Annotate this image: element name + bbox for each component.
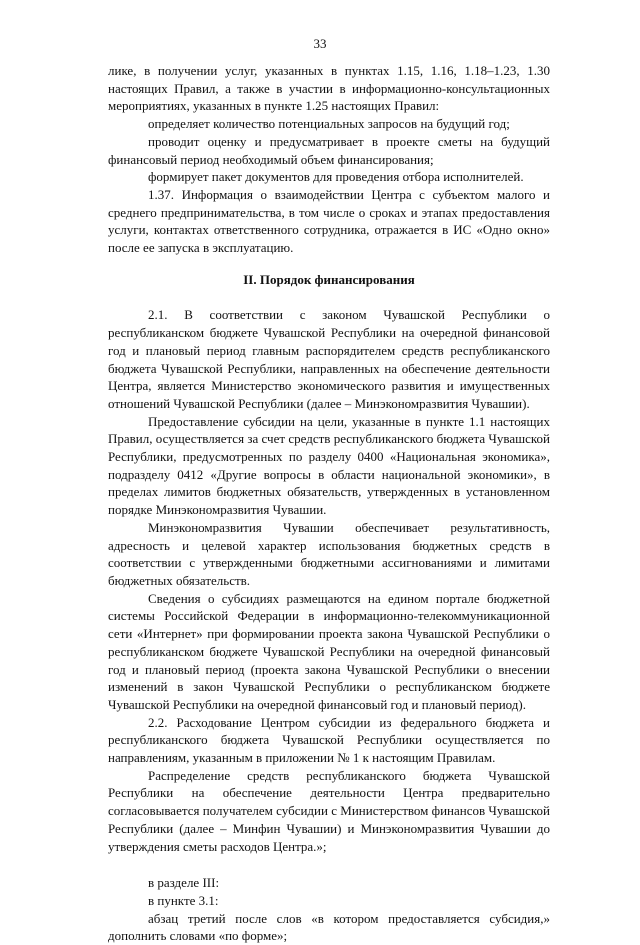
- paragraph-1-37: 1.37. Информация о взаимодействии Центра с субъектом малого и среднего предпринимательства, в том числе о сроках и этапах предоставления услуги, контактах ответственного сотрудника, отражается в ИС «Одно окно» после ее запуска в эксплуатацию.: [108, 186, 550, 256]
- paragraph: Распределение средств республиканского бюджета Чувашской Республики на обеспечение деятельности Центра предварительно согласовывается получателем субсидии с Министерством финансов Чувашской Республики (далее – Минфин Чувашии) и Минэкономразвития Чувашии до утверждения сметы расходов Центра.»;: [108, 767, 550, 854]
- paragraph: определяет количество потенциальных запросов на будущий год;: [148, 116, 510, 132]
- paragraph-2-1: 2.1. В соответствии с законом Чувашской Республики о республиканском бюджете Чувашской Республики на очередной финансовой год и плановый период главным распорядителем средств республиканского бюджета Чувашской Республики, направленных на обеспечение деятельности Центра, является Министерство экономического развития и имущественных отношений Чувашской Республики (далее – Минэкономразвития Чувашии).: [108, 307, 550, 411]
- paragraph: формирует пакет документов для проведения отбора исполнителей.: [148, 169, 524, 185]
- page-number: 33: [313, 36, 327, 51]
- amendment-line: в пункте 3.1:: [148, 892, 219, 908]
- paragraph: Сведения о субсидиях размещаются на едином портале бюджетной системы Российской Федерации в информационно-телекоммуникационной сети «Интернет» при формировании проекта закона Чувашской Республики о республиканском бюджете Чувашской Республики на очередной финансовый год и плановый период (проекта закона Чувашской Республики о внесении изменений в закон Чувашской Республики о республиканском бюджете Чувашской Республики на очередной финансовый год и плановый период).: [108, 590, 550, 712]
- amendment-line: в разделе III:: [148, 875, 220, 891]
- paragraph-2-2: 2.2. Расходование Центром субсидии из федерального бюджета и республиканского бюджета Чувашской Республики осуществляется по направлениям, указанным в приложении № 1 к настоящим Правилам.: [108, 714, 550, 766]
- paragraph: Предоставление субсидии на цели, указанные в пункте 1.1 настоящих Правил, осуществляется за счет средств республиканского бюджета Чувашской Республики, предусмотренных по разделу 0400 «Национальная экономика», подразделу 0412 «Другие вопросы в области национальной экономики», в пределах лимитов бюджетных обязательств, утвержденных в установленном порядке Минэкономразвития Чувашии.: [108, 413, 550, 518]
- paragraph-continuation: лике, в получении услуг, указанных в пунктах 1.15, 1.16, 1.18–1.23, 1.30 настоящих Правил, а также в участии в информационно-консультационных мероприятиях, указанных в пункте 1.25 настоящих Правил:: [108, 63, 550, 114]
- paragraph: Минэкономразвития Чувашии обеспечивает результативность, адресность и целевой характер использования бюджетных средств в соответствии с утвержденными бюджетными ассигнованиями и лимитами бюджетных обязательств.: [108, 519, 550, 588]
- section-heading: II. Порядок финансирования: [243, 271, 415, 287]
- amendment-line: абзац третий после слов «в котором предоставляется субсидия,» дополнить словами «по форме»;: [108, 910, 550, 944]
- document-body: [108, 62, 550, 945]
- paragraph: проводит оценку и предусматривает в проекте сметы на будущий финансовый период необходимый объем финансирования;: [108, 133, 550, 167]
